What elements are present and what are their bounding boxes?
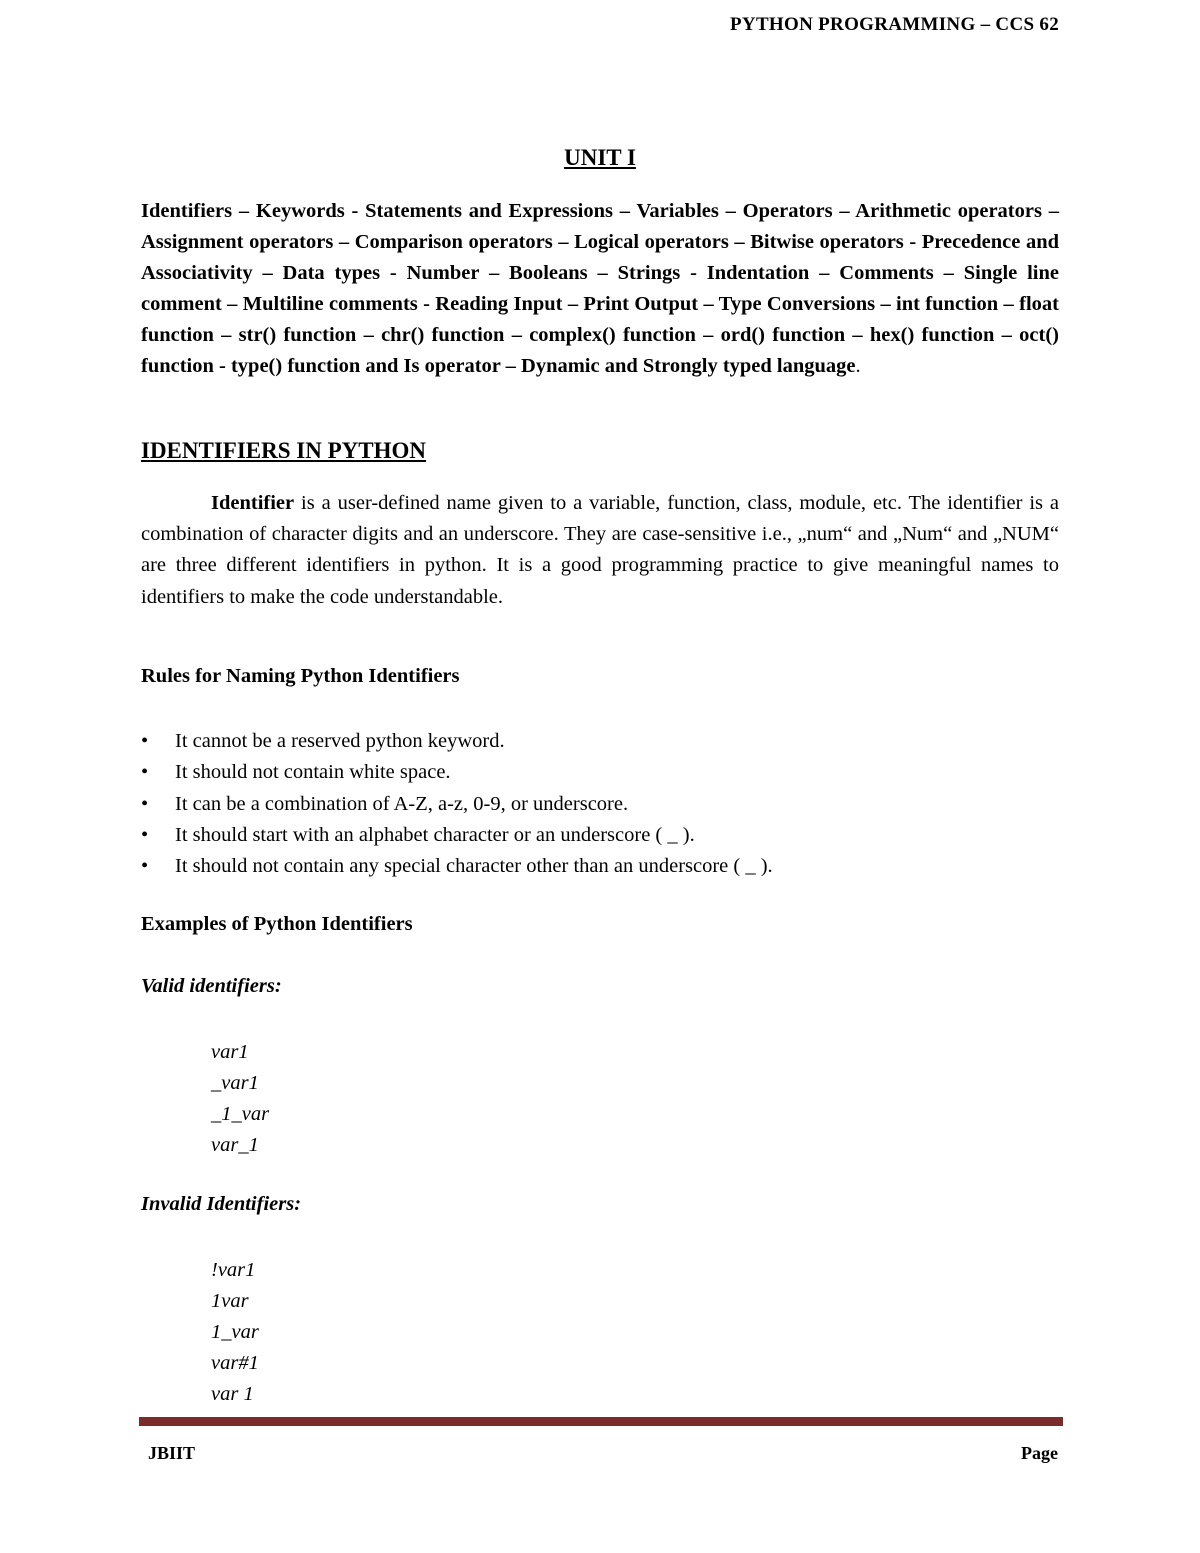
valid-identifiers-heading: Valid identifiers: [141,975,282,997]
rule-text: It should not contain white space. [175,761,451,784]
running-header: PYTHON PROGRAMMING – CCS 62 [730,14,1059,35]
rule-text: It cannot be a reserved python keyword. [175,730,505,752]
invalid-identifiers-list [211,1255,259,1410]
bullet: • [141,761,149,784]
list-item: 1_var [211,1321,259,1344]
examples-heading: Examples of Python Identifiers [141,913,413,935]
list-item [141,726,773,757]
list-item [141,820,773,851]
list-item: var#1 [211,1352,259,1375]
unit-syllabus [141,196,1059,382]
footer-left-text: JBIIT [148,1443,196,1463]
footer-right-text: Page [1021,1443,1058,1463]
section-heading: IDENTIFIERS IN PYTHON [141,438,426,463]
syllabus-text: Identifiers – Keywords - Statements and Expressions – Variables – Operators – Arithmetic operators – Assignment operators – Comparison operators – Logical operators – Bitwise operators - Precedence and Associativity – Data types - Number – Booleans – Strings - Indentation – Comments – Single line comment – Multiline comments - Reading Input – Print Output – Type Conversions – int function – float function – str() function – chr() function – complex() function – ord() function – hex() function – oct() function - type() function and Is operator – Dynamic and Strongly typed language [141,200,1059,377]
list-item: var 1 [211,1383,254,1406]
footer [0,1440,1200,1463]
valid-identifiers-list [211,1037,269,1161]
rules-heading: Rules for Naming Python Identifiers [141,665,460,687]
rule-text: It should not contain any special character other than an underscore ( _ ). [175,855,773,878]
intro-term: Identifier [211,492,295,514]
rule-text: It should start with an alphabet character or an underscore ( _ ). [175,823,695,846]
list-item [141,789,773,820]
list-item: !var1 [211,1259,256,1281]
rule-text: It can be a combination of A-Z, a-z, 0-9, or underscore. [175,792,629,815]
bullet: • [141,855,149,878]
list-item: var_1 [211,1134,259,1157]
list-item [141,757,773,788]
bullet: • [141,730,149,752]
list-item: _1_var [211,1103,270,1126]
list-item: _var1 [211,1072,259,1095]
list-item: var1 [211,1041,249,1063]
footer-divider [139,1417,1063,1426]
list-item: 1var [211,1290,249,1313]
intro-text: is a user-defined name given to a variable, function, class, module, etc. The identifier is a combination of character digits and an underscore. They are case-sensitive i.e., „num“ and „Num“ and „NUM“ are three different identifiers in python. It is a good programming practice to give meaningful names to identifiers to make the code understandable. [141,492,1059,608]
invalid-identifiers-heading: Invalid Identifiers: [141,1193,302,1215]
list-item [141,851,773,882]
unit-title: UNIT I [564,145,636,170]
bullet: • [141,792,149,815]
rules-list [141,726,773,882]
syllabus-end: . [855,355,861,377]
bullet: • [141,823,149,846]
intro-paragraph [141,488,1059,613]
